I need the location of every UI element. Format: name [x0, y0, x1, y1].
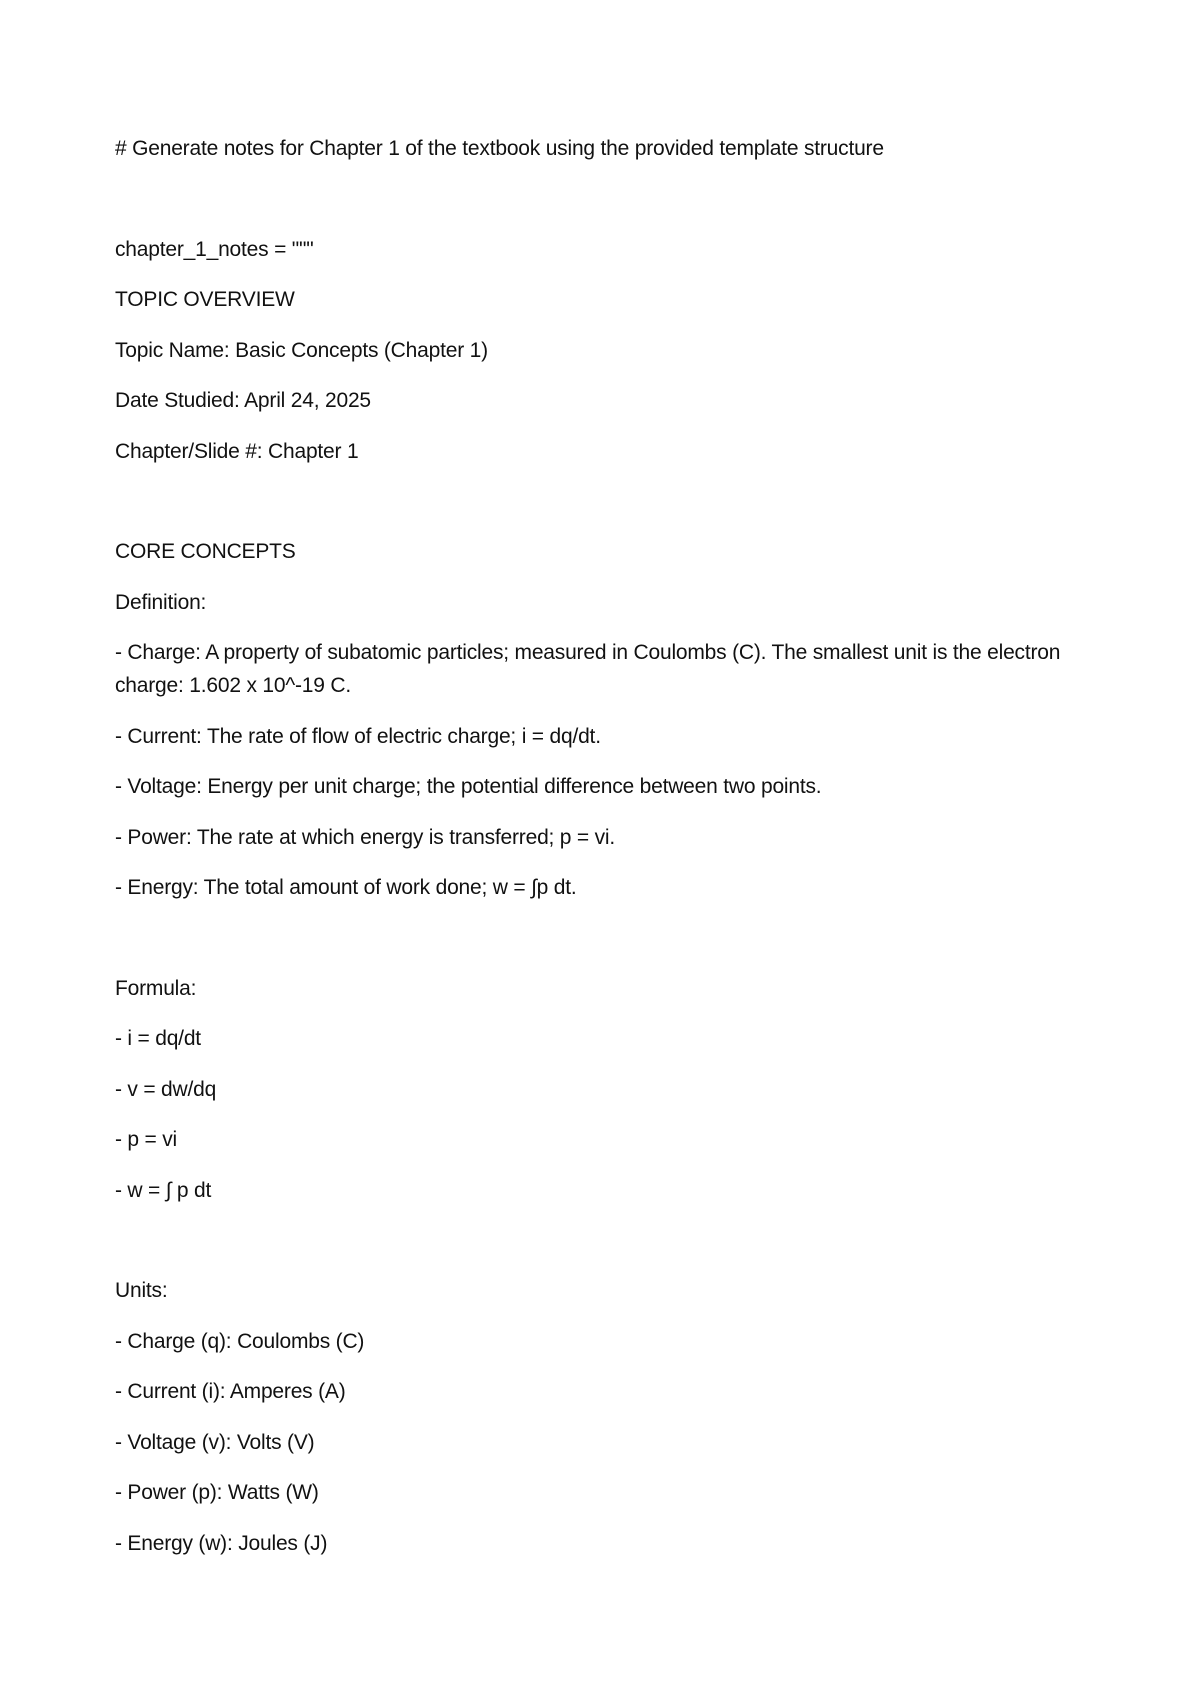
heading-comment: # Generate notes for Chapter 1 of the textbook using the provided template structure: [115, 137, 884, 160]
unit-item: - Energy (w): Joules (J): [115, 1531, 328, 1555]
date-studied: Date Studied: April 24, 2025: [115, 389, 371, 412]
unit-item: - Current (i): Amperes (A): [115, 1380, 346, 1403]
topic-name: Topic Name: Basic Concepts (Chapter 1): [115, 338, 488, 362]
formula-item: - p = vi: [115, 1128, 178, 1151]
unit-item: - Power (p): Watts (W): [115, 1481, 319, 1504]
spacer: [115, 485, 1075, 535]
definition-label: Definition:: [115, 590, 207, 614]
assignment-line: chapter_1_notes = """: [115, 237, 314, 261]
formula-item: - w = ∫ p dt: [115, 1178, 212, 1202]
chapter-slide: Chapter/Slide #: Chapter 1: [115, 439, 359, 463]
topic-overview-title: TOPIC OVERVIEW: [115, 288, 295, 311]
definition-item: - Charge: A property of subatomic particles; measured in Coulombs (C). The smallest unit is the electron charge: 1.602 x 10^-19 C.: [115, 641, 1061, 697]
formula-label: Formula:: [115, 976, 197, 1000]
document-body: [115, 132, 1075, 1577]
spacer: [115, 922, 1075, 972]
unit-item: - Voltage (v): Volts (V): [115, 1430, 315, 1454]
units-label: Units:: [115, 1279, 168, 1302]
spacer: [115, 183, 1075, 233]
definition-item: - Current: The rate of flow of electric charge; i = dq/dt.: [115, 724, 601, 748]
core-concepts-title: CORE CONCEPTS: [115, 540, 296, 563]
definition-item: - Power: The rate at which energy is transferred; p = vi.: [115, 825, 616, 849]
spacer: [115, 1224, 1075, 1274]
formula-item: - i = dq/dt: [115, 1027, 201, 1050]
definition-item: - Energy: The total amount of work done; w = ∫p dt.: [115, 876, 577, 899]
formula-item: - v = dw/dq: [115, 1077, 217, 1101]
unit-item: - Charge (q): Coulombs (C): [115, 1329, 365, 1353]
definition-item: - Voltage: Energy per unit charge; the potential difference between two points.: [115, 775, 822, 798]
